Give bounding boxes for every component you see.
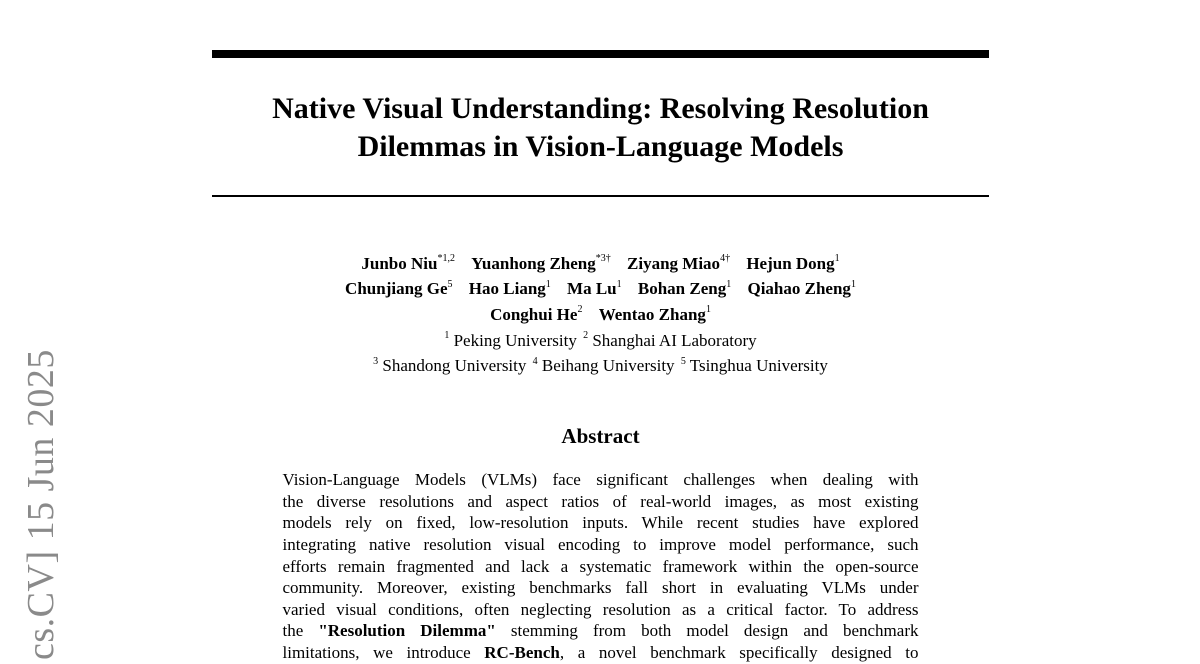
author-affiliation-mark: 1: [850, 278, 856, 290]
title-line-1: Native Visual Understanding: Resolving Resolution: [272, 92, 929, 125]
title-bottom-rule: [212, 195, 989, 197]
affiliation: [533, 356, 675, 375]
abstract-line: varied visual conditions, often neglecting resolution as a critical factor. To address: [282, 599, 919, 619]
author-affiliation-mark: 1: [616, 278, 622, 290]
affiliation-name: Tsinghua University: [689, 356, 828, 376]
affiliation-line: [212, 326, 989, 352]
author-list: [212, 249, 989, 326]
author: [471, 254, 611, 273]
affiliation: [681, 356, 828, 375]
abstract-line: models rely on fixed, low-resolution inputs. While recent studies have explored: [282, 513, 919, 533]
author-name: Junbo Niu: [361, 253, 438, 273]
affiliation-mark: 2: [583, 329, 589, 341]
author-affiliation-mark: 1: [545, 278, 551, 290]
author: [361, 254, 455, 273]
affiliation-mark: 1: [444, 329, 450, 341]
affiliation: [373, 356, 526, 375]
author-affiliation-mark: 1: [705, 304, 711, 316]
affiliation: [444, 331, 577, 350]
title-top-rule: [212, 50, 989, 58]
abstract-emphasis: RC-Bench: [484, 643, 560, 663]
affiliation-mark: 3: [373, 355, 379, 367]
affiliation-mark: 4: [532, 355, 538, 367]
author-name: Wentao Zhang: [598, 304, 706, 324]
author: [747, 279, 855, 298]
title-line-2: Dilemmas in Vision-Language Models: [357, 130, 844, 163]
abstract-body: [283, 469, 919, 663]
paper-page: [212, 50, 989, 664]
abstract-line: the diverse resolutions and aspect ratios of real-world images, as most existing: [282, 491, 919, 511]
author-affiliation-mark: *3†: [595, 253, 611, 264]
author-name: Yuanhong Zheng: [471, 253, 596, 273]
affiliation-name: Shanghai AI Laboratory: [592, 330, 757, 350]
abstract-line: efforts remain fragmented and lack a systematic framework within the open-source: [282, 556, 919, 576]
abstract-line: [283, 642, 919, 664]
arxiv-sidebar-stamp: cs.CV] 15 Jun 2025: [20, 349, 62, 660]
author-name: Conghui He: [490, 304, 578, 324]
author-line: [212, 275, 989, 301]
author: [638, 279, 731, 298]
author-affiliation-mark: *1,2: [437, 253, 455, 264]
author: [599, 305, 711, 324]
author-name: Chunjiang Ge: [345, 279, 448, 299]
author-affiliation-mark: 5: [447, 278, 453, 290]
author-name: Ma Lu: [567, 279, 617, 299]
paper-title: [212, 90, 989, 166]
author-affiliation-mark: 4†: [720, 253, 731, 264]
abstract-text: limitations, we introduce: [282, 643, 485, 663]
author-name: Bohan Zeng: [637, 279, 727, 299]
affiliation-name: Beihang University: [541, 356, 675, 376]
author-affiliation-mark: 2: [577, 304, 583, 316]
abstract-line: integrating native resolution visual encoding to improve model performance, such: [282, 535, 919, 555]
affiliation-name: Shandong University: [382, 356, 527, 376]
author-line: [212, 300, 989, 326]
affiliation-mark: 5: [680, 355, 686, 367]
author: [567, 279, 622, 298]
affiliation-list: [212, 326, 989, 377]
affiliation: [583, 331, 757, 350]
abstract-line: community. Moreover, existing benchmarks fall short in evaluating VLMs under: [282, 578, 919, 598]
author-line: [212, 249, 989, 275]
author-affiliation-mark: 1: [834, 253, 840, 264]
abstract-emphasis: "Resolution Dilemma": [318, 621, 496, 641]
abstract-line: [283, 620, 919, 642]
abstract-line: Vision-Language Models (VLMs) face significant challenges when dealing with: [282, 470, 919, 490]
author: [627, 254, 730, 273]
author-affiliation-mark: 1: [726, 278, 732, 290]
author: [345, 279, 453, 298]
abstract-text: the: [282, 621, 319, 641]
abstract-text: , a novel benchmark specifically designed to: [559, 643, 919, 663]
author: [746, 254, 839, 273]
affiliation-name: Peking University: [453, 330, 577, 350]
author-name: Hejun Dong: [746, 253, 835, 273]
author-name: Hao Liang: [468, 279, 546, 299]
author-name: Qiahao Zheng: [747, 279, 851, 299]
author: [490, 305, 582, 324]
author-name: Ziyang Miao: [627, 253, 721, 273]
abstract-heading: Abstract: [561, 424, 640, 449]
abstract-text: stemming from both model design and benchmark: [495, 621, 919, 641]
affiliation-line: [212, 352, 989, 378]
author: [469, 279, 551, 298]
